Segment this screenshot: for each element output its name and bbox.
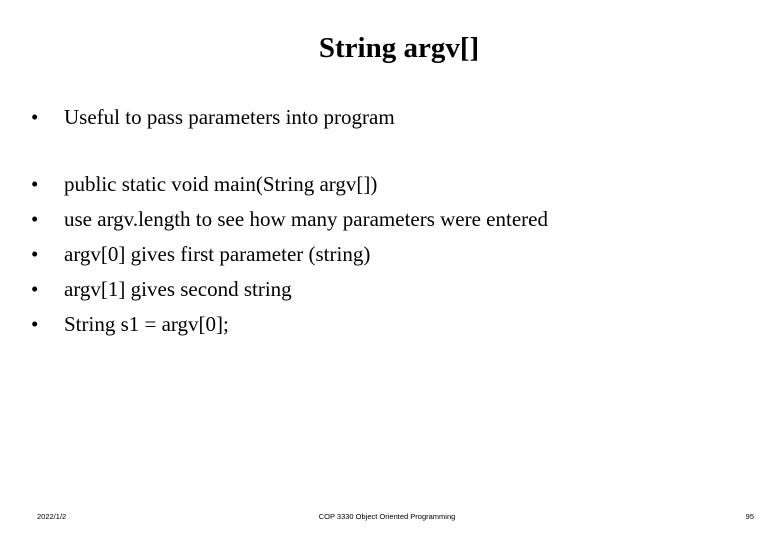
bullet-marker: • [31,207,39,231]
bullet-text: argv[0] gives first parameter (string) [64,242,371,266]
bullet-text: argv[1] gives second string [64,277,292,301]
footer-course-title: COP 3330 Object Oriented Programming [318,512,456,521]
bullet-text: String s1 = argv[0]; [64,312,229,336]
bullet-item [30,272,548,307]
bullet-marker: • [31,105,39,129]
bullet-text: public static void main(String argv[]) [64,172,378,196]
bullet-marker: • [31,312,39,336]
bullet-list-intro [30,100,395,135]
bullet-item [30,237,548,272]
bullet-marker: • [31,172,39,196]
bullet-item [30,100,395,135]
bullet-text: Useful to pass parameters into program [64,105,395,129]
bullet-item [30,202,548,237]
footer-page-number: 95 [745,512,754,521]
footer-date: 2022/1/2 [37,512,67,521]
bullet-item [30,167,548,202]
slide-title: String argv[] [318,32,480,64]
bullet-list-details [30,167,548,342]
bullet-marker: • [31,277,39,301]
bullet-item [30,307,548,342]
bullet-marker: • [31,242,39,266]
bullet-text: use argv.length to see how many parameters were entered [64,207,548,231]
